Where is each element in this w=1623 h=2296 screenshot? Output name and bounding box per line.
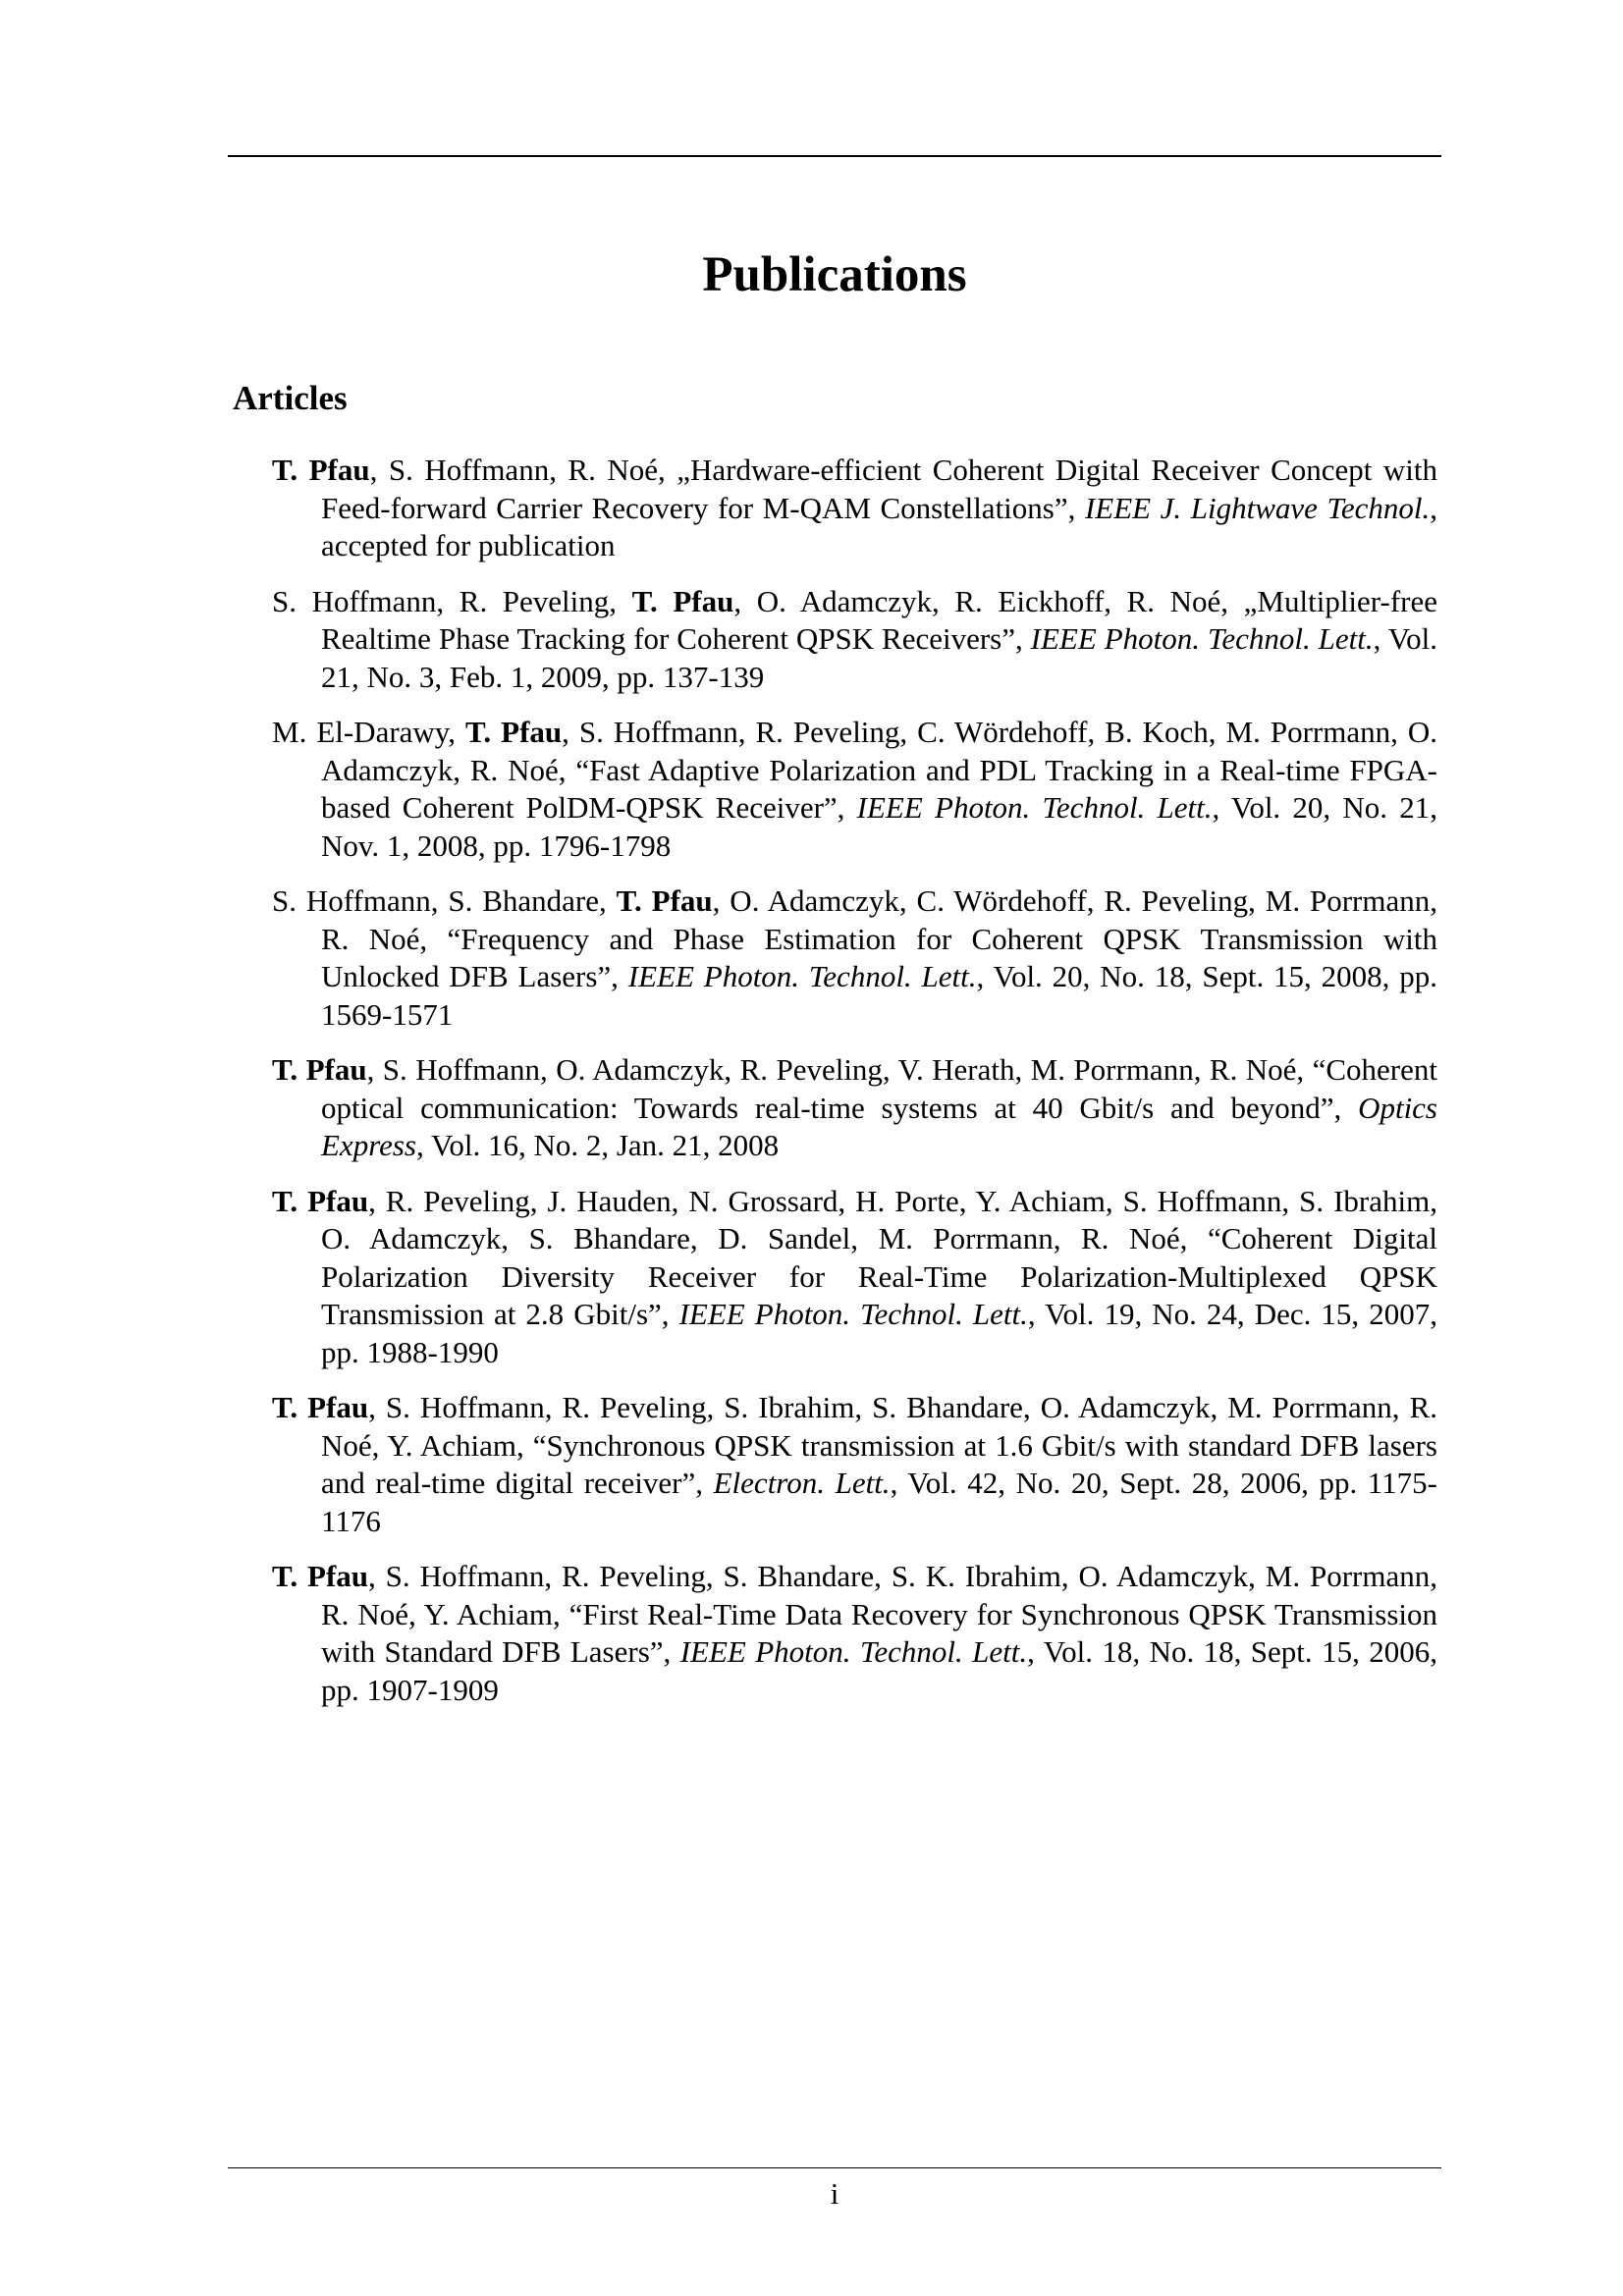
publication-details: , accepted for publication [321, 490, 1437, 562]
highlighted-author: T. Pfau [631, 583, 734, 618]
authors-before: S. Hoffmann, R. Peveling, [272, 583, 632, 618]
publication-title: “Coherent Digital Polarization Diversity Receiver for Real-Time Polarization-Multiplexed QPSK Transmission at 2.8 Gbit/s”, [321, 1221, 1437, 1331]
authors-after: , S. Hoffmann, R. Peveling, S. Bhandare, S. K. Ibrahim, O. Adamczyk, M. Porrmann, R. Noé, Y. Achiam, [321, 1559, 1437, 1631]
authors-after: , O. Adamczyk, C. Wördehoff, R. Peveling, M. Porrmann, R. Noé, [321, 883, 1437, 956]
authors-after: , S. Hoffmann, R. Noé, [369, 453, 677, 487]
publication-entry [272, 714, 1437, 865]
publication-title: “Synchronous QPSK transmission at 1.6 Gbit/s with standard DFB lasers and real-time digital receiver”, [321, 1427, 1437, 1500]
publication-entry [272, 452, 1437, 565]
highlighted-author: T. Pfau [272, 1183, 369, 1218]
page-number: i [830, 2176, 839, 2211]
journal-name: Electron. Lett. [713, 1466, 891, 1500]
publication-details: , Vol. 18, No. 18, Sept. 15, 2006, pp. 1907-1909 [321, 1634, 1437, 1707]
publication-entry [272, 1389, 1437, 1540]
publication-title: „Multiplier-free Realtime Phase Tracking for Coherent QPSK Receivers”, [321, 583, 1437, 656]
publication-entry [272, 583, 1437, 697]
publication-entry [272, 1051, 1437, 1165]
authors-before: S. Hoffmann, S. Bhandare, [272, 883, 617, 918]
publication-title: “First Real-Time Data Recovery for Synchronous QPSK Transmission with Standard DFB Lasers”, [321, 1596, 1437, 1669]
publication-details: , Vol. 16, No. 2, Jan. 21, 2008 [416, 1128, 780, 1162]
section-heading-articles: Articles [233, 379, 348, 417]
authors-after: , R. Peveling, J. Hauden, N. Grossard, H. Porte, Y. Achiam, S. Hoffmann, S. Ibrahim, O. Adamczyk, S. Bhandare, D. Sandel, M. Porrmann, R. Noé, [321, 1183, 1437, 1255]
publication-details: , Vol. 19, No. 24, Dec. 15, 2007, pp. 1988-1990 [321, 1297, 1437, 1369]
publication-details: , Vol. 20, No. 21, Nov. 1, 2008, pp. 1796-1798 [321, 790, 1437, 863]
highlighted-author: T. Pfau [465, 715, 563, 749]
publication-entry [272, 882, 1437, 1034]
authors-after: , S. Hoffmann, O. Adamczyk, R. Peveling, V. Herath, M. Porrmann, R. Noé, [366, 1052, 1313, 1087]
publication-details: , Vol. 42, No. 20, Sept. 28, 2006, pp. 1175-1176 [321, 1466, 1437, 1538]
publication-entry [272, 1183, 1437, 1372]
highlighted-author: T. Pfau [272, 453, 370, 487]
journal-name: IEEE Photon. Technol. Lett. [856, 790, 1213, 825]
publication-title: „Hardware-efficient Coherent Digital Receiver Concept with Feed-forward Carrier Recovery for M-QAM Constellations”, [321, 453, 1437, 525]
journal-name: Optics Express [321, 1090, 1437, 1162]
journal-name: IEEE Photon. Technol. Lett. [1030, 621, 1374, 656]
authors-after: , S. Hoffmann, R. Peveling, S. Ibrahim, S. Bhandare, O. Adamczyk, M. Porrmann, R. Noé, Y. Achiam, [321, 1390, 1437, 1463]
header-rule [228, 155, 1441, 157]
journal-name: IEEE Photon. Technol. Lett. [678, 1297, 1028, 1331]
publication-entry [272, 1558, 1437, 1709]
journal-name: IEEE J. Lightwave Technol. [1084, 490, 1431, 525]
authors-after: , O. Adamczyk, R. Eickhoff, R. Noé, [733, 583, 1244, 618]
publication-title: “Frequency and Phase Estimation for Coherent QPSK Transmission with Unlocked DFB Lasers”, [321, 921, 1437, 993]
highlighted-author: T. Pfau [272, 1052, 367, 1087]
publication-title: “Coherent optical communication: Towards real-time systems at 40 Gbit/s and beyond”, [321, 1052, 1437, 1125]
highlighted-author: T. Pfau [272, 1559, 369, 1593]
authors-before: M. El-Darawy, [272, 715, 466, 749]
journal-name: IEEE Photon. Technol. Lett. [627, 959, 977, 993]
journal-name: IEEE Photon. Technol. Lett. [679, 1634, 1028, 1669]
highlighted-author: T. Pfau [616, 883, 713, 918]
publication-title: “Fast Adaptive Polarization and PDL Tracking in a Real-time FPGA-based Coherent PolDM-QPSK Receiver”, [321, 752, 1437, 825]
footer-rule [228, 2167, 1441, 2168]
publication-details: , Vol. 20, No. 18, Sept. 15, 2008, pp. 1569-1571 [321, 959, 1437, 1032]
publication-list [272, 452, 1437, 1727]
publication-details: , Vol. 21, No. 3, Feb. 1, 2009, pp. 137-139 [321, 621, 1437, 694]
authors-after: , S. Hoffmann, R. Peveling, C. Wördehoff, B. Koch, M. Porrmann, O. Adamczyk, R. Noé, [321, 715, 1437, 787]
highlighted-author: T. Pfau [272, 1390, 369, 1424]
page-title: Publications [702, 247, 967, 302]
